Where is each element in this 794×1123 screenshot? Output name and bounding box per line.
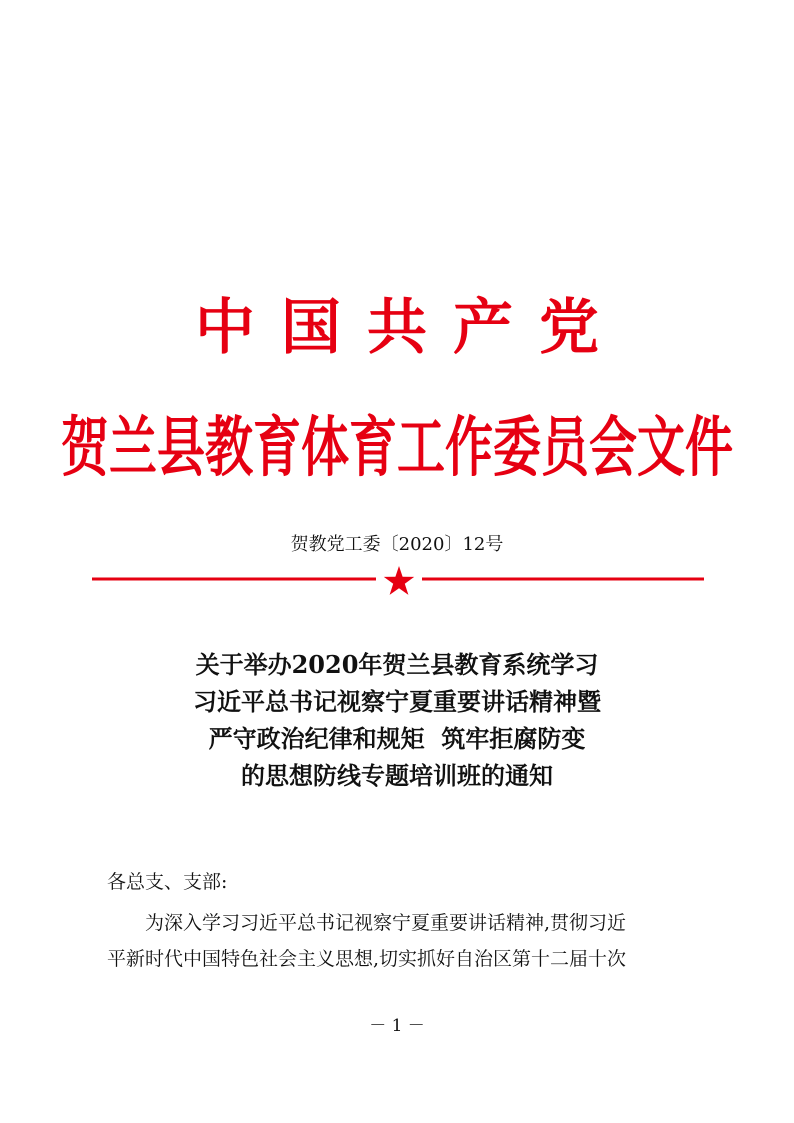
page-number: － 1 － <box>369 1016 425 1036</box>
header-issuer-line: 贺兰县教育体育工作委员会文件 <box>60 410 733 486</box>
body-line: 平新时代中国特色社会主义思想,切实抓好自治区第十二届十次 <box>107 948 627 970</box>
body-line: 为深入学习习近平总书记视察宁夏重要讲话精神,贯彻习近 <box>145 912 627 934</box>
star-icon <box>384 566 414 595</box>
header-org-line: 中国共产党 <box>195 293 625 363</box>
salutation: 各总支、支部: <box>107 871 228 893</box>
title-line: 关于举办2020年贺兰县教育系统学习 <box>195 650 599 679</box>
title-line: 习近平总书记视察宁夏重要讲话精神暨 <box>193 687 601 716</box>
title-line: 严守政治纪律和规矩 筑牢拒腐防变 <box>208 724 586 753</box>
document-number: 贺教党工委〔2020〕12号 <box>290 534 504 555</box>
body-paragraph <box>107 905 703 977</box>
title-line: 的思想防线专题培训班的通知 <box>241 761 553 790</box>
red-divider <box>92 566 704 600</box>
notice-title <box>0 646 794 794</box>
